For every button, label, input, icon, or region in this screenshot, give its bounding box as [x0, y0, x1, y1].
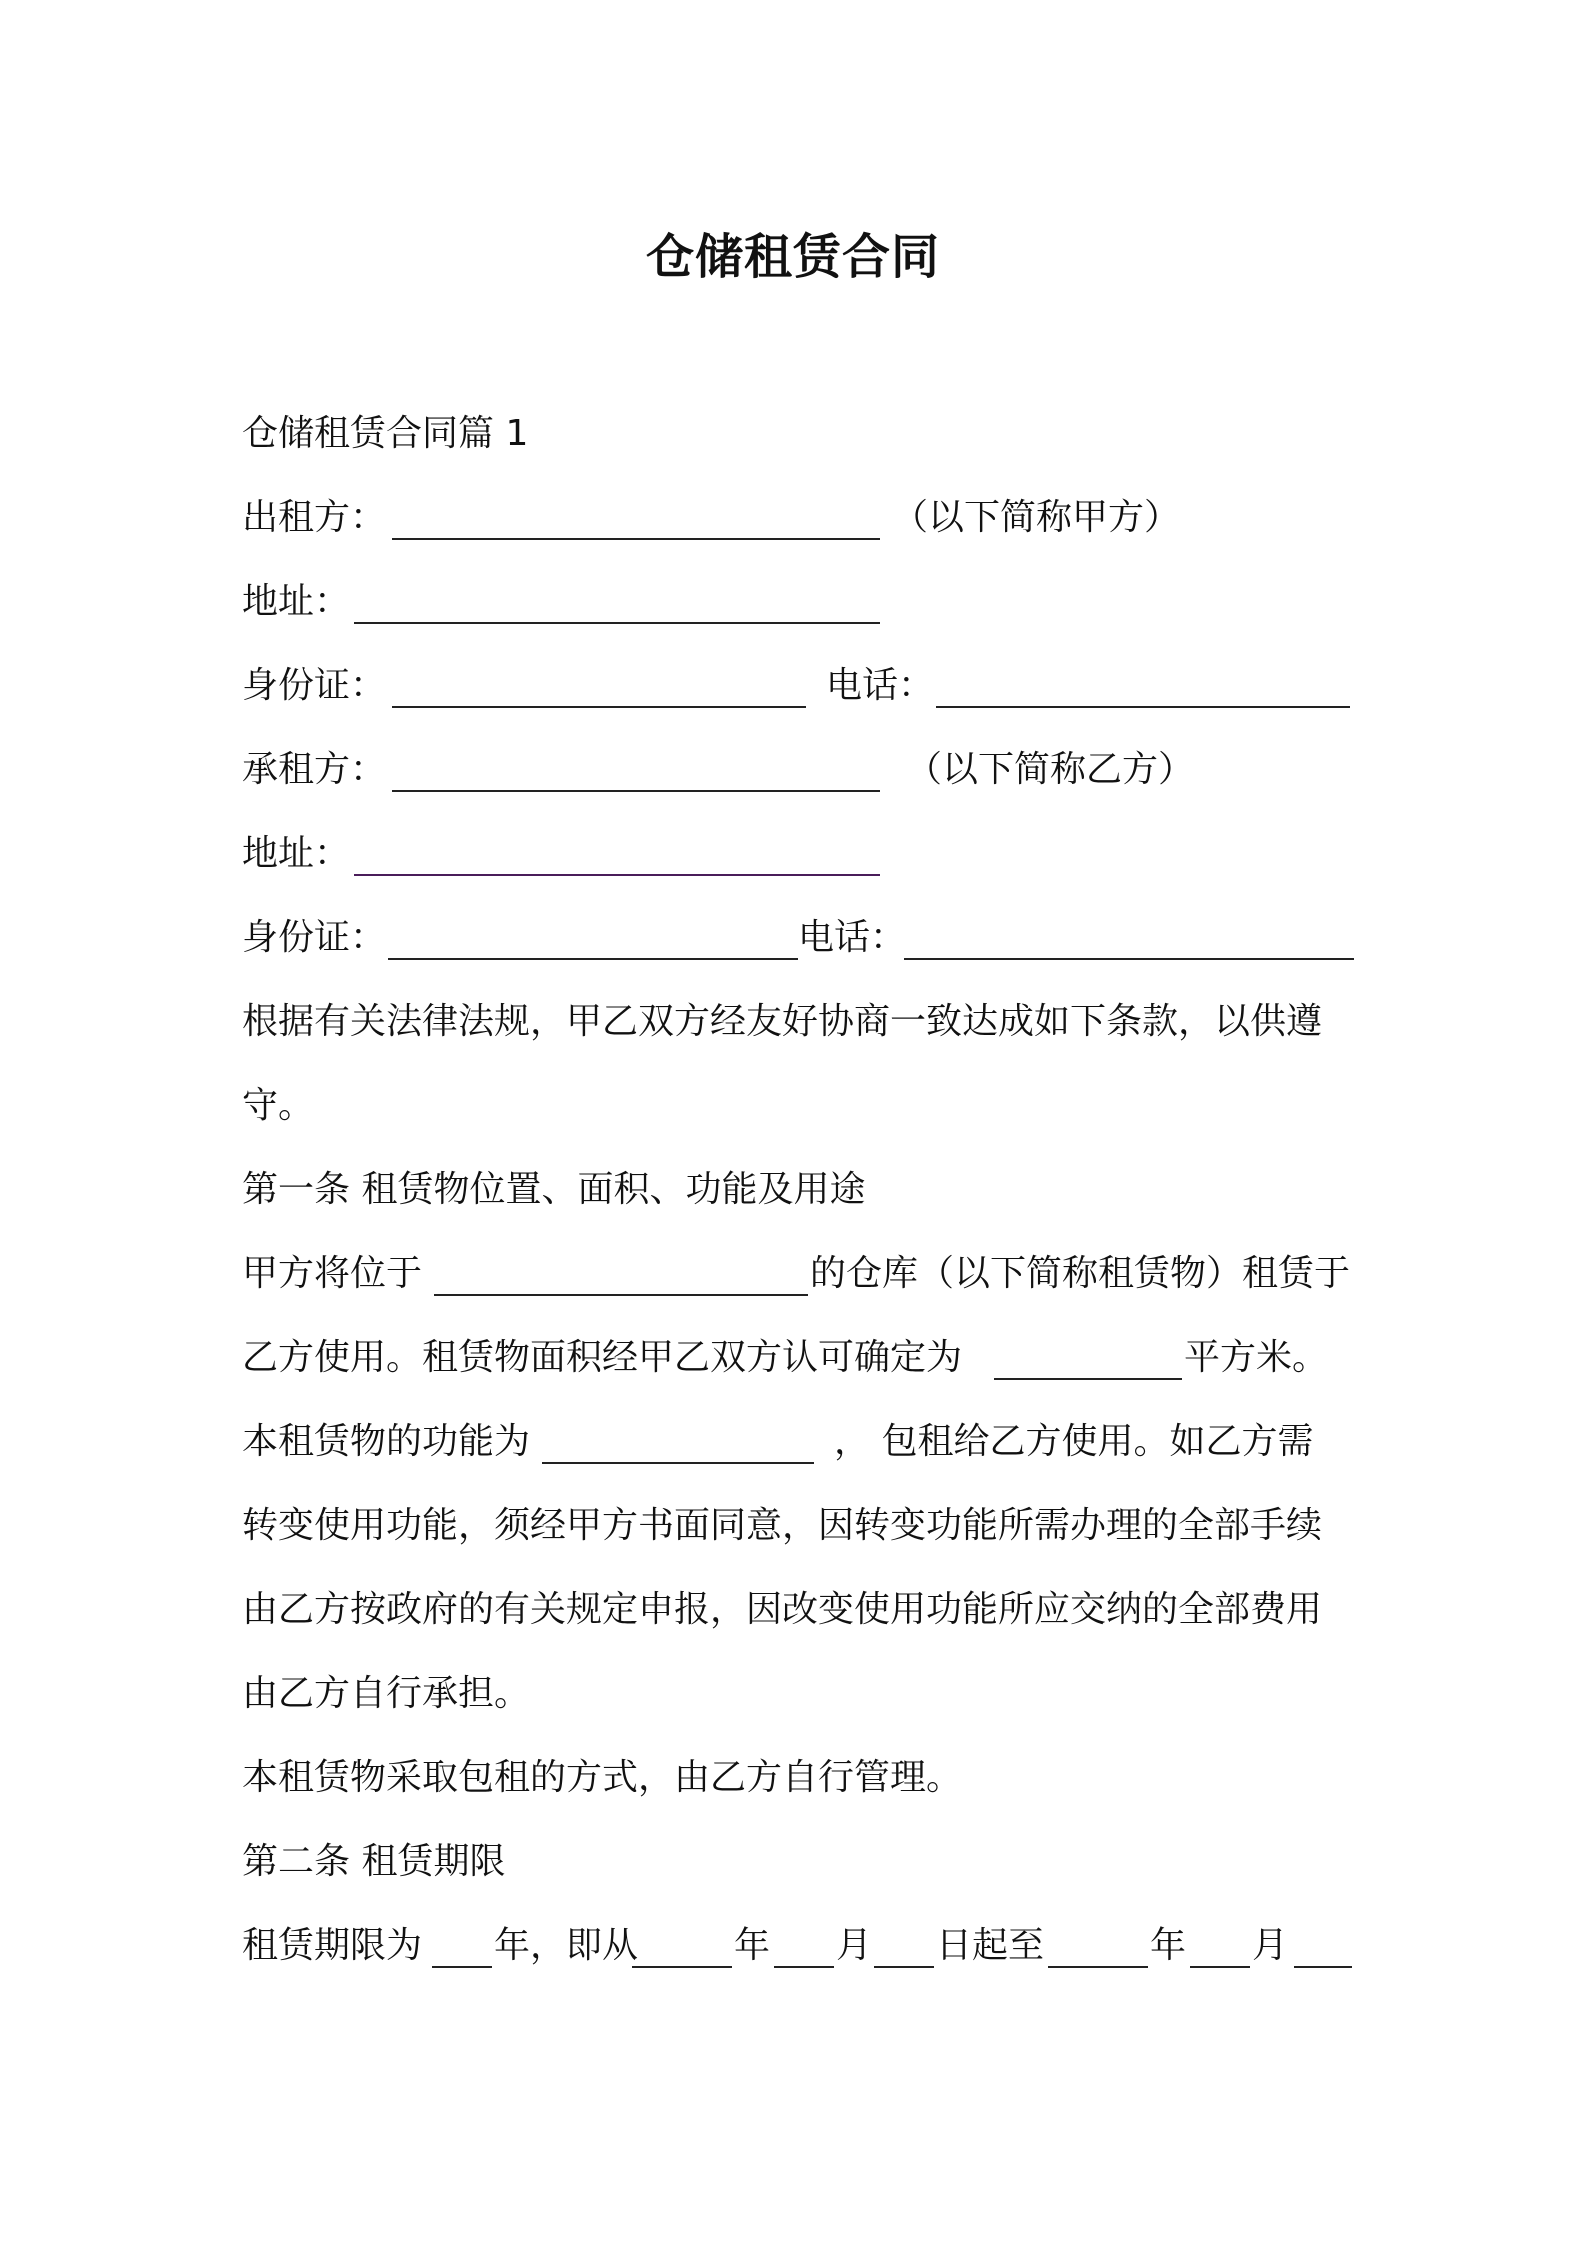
intro-line-1: 根据有关法律法规，甲乙双方经友好协商一致达成如下条款，以供遵 — [242, 1001, 1323, 1042]
article1-line3-b: ， 包租给乙方使用。如乙方需 — [834, 1421, 1314, 1462]
term-years-blank — [432, 1966, 492, 1968]
lessor-address-label: 地址： — [242, 581, 351, 622]
lessor-name-blank — [392, 538, 880, 540]
term-text-g: 月 — [1252, 1925, 1289, 1966]
article2-heading: 第二条 租赁期限 — [242, 1841, 506, 1882]
start-day-blank — [874, 1966, 934, 1968]
function-blank — [542, 1462, 814, 1464]
lessee-name-blank — [392, 790, 880, 792]
lessor-suffix: （以下简称甲方） — [892, 497, 1181, 538]
article1-line3-a: 本租赁物的功能为 — [242, 1421, 531, 1462]
term-text-d: 月 — [836, 1925, 873, 1966]
lessee-phone-label: 电话： — [798, 917, 907, 958]
lessor-id-label: 身份证： — [242, 665, 387, 706]
term-text-e: 日起至 — [936, 1925, 1045, 1966]
lessor-label: 出租方： — [242, 497, 387, 538]
lessee-address-blank — [354, 874, 880, 876]
end-month-blank — [1190, 1966, 1250, 1968]
article1-line6: 由乙方自行承担。 — [242, 1673, 531, 1714]
article1-line1-a: 甲方将位于 — [242, 1253, 423, 1294]
document-title: 仓储租赁合同 — [645, 229, 940, 285]
end-year-blank — [1048, 1966, 1148, 1968]
end-day-blank — [1294, 1966, 1352, 1968]
article1-heading: 第一条 租赁物位置、面积、功能及用途 — [242, 1169, 866, 1210]
term-text-f: 年 — [1150, 1925, 1187, 1966]
article1-line4: 转变使用功能，须经甲方书面同意，因转变功能所需办理的全部手续 — [242, 1505, 1323, 1546]
lessee-phone-blank — [904, 958, 1354, 960]
lessor-address-blank — [354, 622, 880, 624]
term-text-b: 年，即从 — [494, 1925, 639, 1966]
lessee-address-label: 地址： — [242, 833, 351, 874]
warehouse-location-blank — [434, 1294, 808, 1296]
lessee-label: 承租方： — [242, 749, 387, 790]
term-text-c: 年 — [734, 1925, 771, 1966]
lessee-id-label: 身份证： — [242, 917, 387, 958]
lessor-phone-blank — [936, 706, 1350, 708]
lessee-id-blank — [388, 958, 798, 960]
lessor-id-blank — [392, 706, 806, 708]
term-text-a: 租赁期限为 — [242, 1925, 423, 1966]
contract-subtitle: 仓储租赁合同篇 1 — [242, 413, 529, 454]
article1-line2-a: 乙方使用。租赁物面积经甲乙双方认可确定为 — [242, 1337, 963, 1378]
intro-line-2: 守。 — [242, 1085, 315, 1126]
start-month-blank — [774, 1966, 834, 1968]
start-year-blank — [632, 1966, 732, 1968]
article1-line5: 由乙方按政府的有关规定申报，因改变使用功能所应交纳的全部费用 — [242, 1589, 1323, 1630]
article1-line1-b: 的仓库（以下简称租赁物）租赁于 — [810, 1253, 1351, 1294]
article1-line2-b: 平方米。 — [1184, 1337, 1329, 1378]
lessee-suffix: （以下简称乙方） — [906, 749, 1195, 790]
lessor-phone-label: 电话： — [826, 665, 935, 706]
area-blank — [994, 1378, 1182, 1380]
article1-line7: 本租赁物采取包租的方式，由乙方自行管理。 — [242, 1757, 963, 1798]
